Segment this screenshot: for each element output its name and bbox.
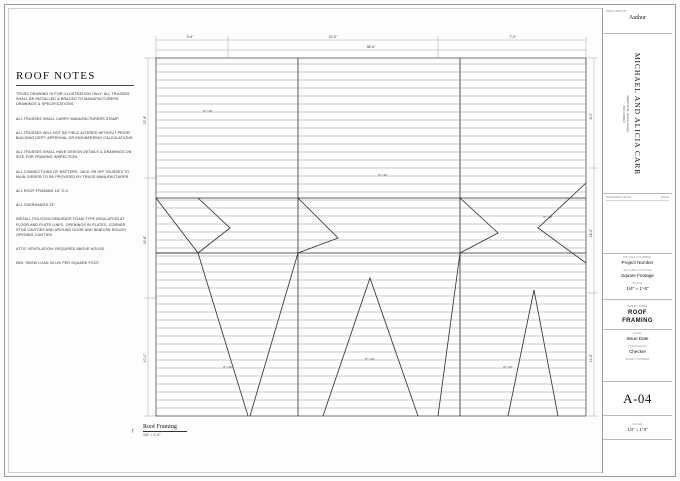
dim-right-2: 18'-2" — [589, 228, 593, 238]
sheet-name-line2: FRAMING — [622, 317, 653, 324]
roof-outline — [156, 58, 586, 416]
note-item: INSTALL POLYISOCYANURATE FOAM TYPE INSULATION AT FLOOR AND PLATE LINES, OPENINGS IN PLATES, CORNER STUD CAVITIES AND AROUND DOOR AND WINDOW ROUGH OPENING CAVITIES. — [16, 217, 126, 238]
square-footage-label: SQUARE FOOTAGE — [623, 269, 652, 272]
roof-plan-svg — [138, 28, 598, 448]
title-block-sheet-name — [603, 300, 672, 330]
square-footage-value: Square Footage — [621, 273, 654, 278]
sheet-number-value: A-04 — [623, 390, 652, 406]
view-title: Roof Framing — [143, 424, 177, 430]
slope-tag: 6" / 12" — [378, 173, 388, 177]
title-block-firm — [603, 34, 672, 194]
firm-address-rotated — [591, 34, 661, 194]
roof-notes-title: ROOF NOTES — [16, 70, 96, 82]
view-title-rule — [143, 431, 187, 432]
title-block-revisions — [603, 194, 672, 254]
author-value: Author — [629, 15, 646, 21]
note-item: ALL OVERHANGS 24". — [16, 203, 57, 208]
title-block-author — [603, 8, 672, 34]
revisions-label: ISSUE/REVISION — [606, 196, 632, 199]
note-item: MIN. SNOW LOAD 30 LB\ PER SQUARE FOOT. — [16, 261, 100, 266]
checked-by-label: CHECKED BY — [627, 345, 648, 348]
dim-bottom-total: 38'-6" — [366, 45, 376, 49]
note-item: TRUSS DRAWING IS FOR ILLUSTRATION ONLY. ALL TRUSSES SHALL BE INSTALLED & BRACED TO MANUFACTURERS DRAWINGS & SPECIFICATIONS. — [16, 92, 130, 107]
author-label: DESIGNED BY — [606, 10, 628, 13]
north-arrow-icon: ↑ — [131, 428, 135, 435]
slope-tag: 6" / 12" — [203, 109, 213, 113]
date-value: Issue Date — [626, 336, 649, 341]
dim-top-2: 22'-0" — [328, 35, 338, 39]
note-item: ALL TRUSSES SHALL HAVE DESIGN DETAILS & DRAWINGS ON SITE FOR FRAMING INSPECTION. — [16, 150, 132, 160]
title-block — [602, 8, 672, 473]
note-item: ALL TRUSSES SHALL CARRY MANUFACTURERS STAMP. — [16, 116, 120, 121]
note-item: ALL ROOF FRAMING 16" O.C. — [16, 189, 70, 194]
project-number-label: PROJECT NUMBER — [623, 256, 652, 259]
slope-tag: 6" / 12" — [365, 357, 375, 361]
roof-framing-drawing — [138, 28, 598, 448]
ridge-and-hip-lines — [156, 58, 586, 416]
dimension-line-top — [156, 36, 586, 68]
project-number-value: Project Number — [621, 260, 654, 265]
dim-right-3: 11'-6" — [589, 353, 593, 363]
title-block-meta — [603, 330, 672, 382]
dim-top-3: 7'-0" — [509, 35, 517, 39]
roof-notes-block — [16, 70, 136, 276]
checked-by-value: Checker — [628, 349, 647, 354]
title-block-scale — [603, 416, 672, 440]
dim-left-3: 10'-0" — [143, 353, 147, 363]
note-item: ALL CONNECTIONS OF RAFTERS, JACK OR HIP TRUSSES TO MAIN GIRDER TO BE PROVIDED BY TRUSS MANUFACTURER. — [16, 169, 130, 179]
slope-tag: 6" / 12" — [543, 215, 553, 219]
notes-underline — [16, 85, 134, 86]
view-title-block — [143, 424, 187, 437]
dim-left-1: 12'-4" — [143, 115, 147, 125]
slope-tag: 6" / 12" — [503, 365, 513, 369]
scale-value: 1/4" = 1'-0" — [627, 426, 648, 432]
sheet-name-line1: ROOF — [628, 309, 647, 316]
title-block-project — [603, 254, 672, 300]
firm-address-line1: Danella Road, Jackson Georgia, — [626, 95, 630, 133]
view-scale: 1/4" = 1'-0" — [143, 433, 161, 437]
sheet-name-label: SHEET NAME — [627, 304, 648, 308]
note-item: ATTIC VENTILATION: REQUIRED ABOVE HOUSE. — [16, 247, 106, 252]
date-label: DATE — [633, 332, 642, 335]
sheet-number-label: SHEET NUMBER — [625, 358, 650, 361]
dim-top-1: 9'-6" — [186, 35, 194, 39]
note-item: ALL TRUSSES WILL NOT BE FIELD ALTERED WITHOUT PRIOR BUILDING DEPT. APPROVAL OR ENGINEERING CALCULATIONS. — [16, 130, 134, 141]
slope-tags — [203, 109, 552, 369]
revisions-date-label: DATE — [661, 196, 669, 199]
title-block-sheet-number — [603, 382, 672, 416]
dim-left-2: 16'-8" — [143, 235, 147, 245]
firm-address-line2: 30233-000000 — [622, 105, 626, 123]
scale-label: SCALE — [632, 422, 643, 426]
slope-tag: 6" / 12" — [223, 365, 233, 369]
scale-label-mid: SCALE — [632, 282, 643, 285]
scale-value-mid: 1/4" = 1'-0" — [626, 286, 649, 291]
firm-name: MICHAEL AND ALICIA CARR — [633, 52, 643, 176]
dim-right-1: 8'-0" — [589, 112, 593, 120]
